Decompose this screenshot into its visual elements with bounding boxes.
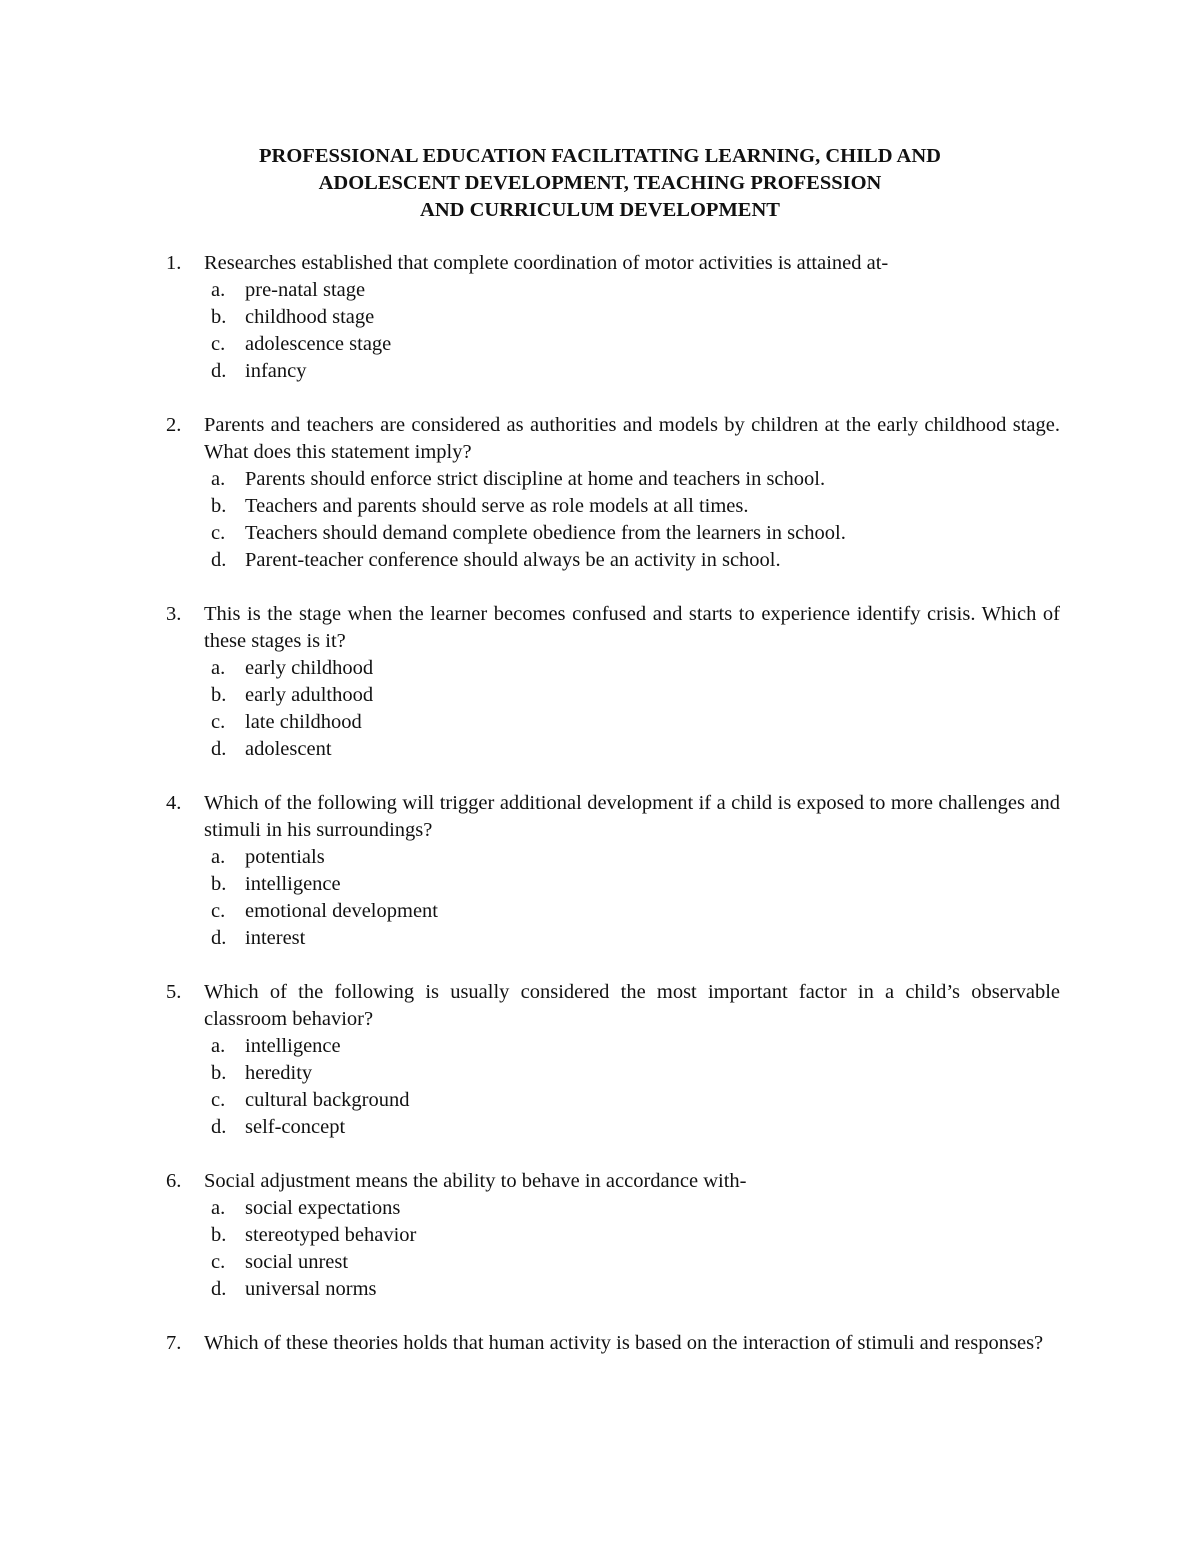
option-text: late childhood <box>245 711 362 733</box>
option-a <box>204 844 1200 871</box>
option-letter: b. <box>211 306 227 328</box>
title-line-1: PROFESSIONAL EDUCATION FACILITATING LEARNING, CHILD AND <box>259 145 941 167</box>
option-text: self-concept <box>245 1116 346 1138</box>
option-text: interest <box>245 927 306 949</box>
question-stem: Which of the following is usually considered the most important factor in a child’s observable classroom behavior? <box>204 981 1060 1030</box>
question-number: 2. <box>166 414 182 436</box>
question-3 <box>0 601 1200 763</box>
option-letter: a. <box>211 846 226 868</box>
option-letter: b. <box>211 495 227 517</box>
option-text: infancy <box>245 360 307 382</box>
question-1 <box>0 250 1200 385</box>
question-stem: This is the stage when the learner becomes confused and starts to experience identify crisis. Which of these stages is it? <box>204 603 1060 652</box>
option-d <box>204 358 1200 385</box>
option-letter: a. <box>211 279 226 301</box>
option-b <box>204 1222 1200 1249</box>
question-stem: Which of these theories holds that human activity is based on the interaction of stimuli and responses? <box>204 1332 1044 1354</box>
question-number: 1. <box>166 252 182 274</box>
option-text: Teachers should demand complete obedience from the learners in school. <box>245 522 846 544</box>
option-text: Teachers and parents should serve as role models at all times. <box>245 495 749 517</box>
option-c <box>204 520 1200 547</box>
option-letter: c. <box>211 522 226 544</box>
option-letter: c. <box>211 711 226 733</box>
option-letter: b. <box>211 684 227 706</box>
question-2 <box>0 412 1200 574</box>
option-text: potentials <box>245 846 325 868</box>
option-c <box>204 1249 1200 1276</box>
option-text: adolescent <box>245 738 332 760</box>
title-line-3: AND CURRICULUM DEVELOPMENT <box>420 199 780 221</box>
question-stem: Researches established that complete coordination of motor activities is attained at- <box>204 252 889 274</box>
option-b <box>204 871 1200 898</box>
question-number: 7. <box>166 1332 182 1354</box>
document-title <box>0 143 1200 224</box>
question-stem: Parents and teachers are considered as authorities and models by children at the early childhood stage. What does this statement imply? <box>204 414 1060 463</box>
option-d <box>204 547 1200 574</box>
option-a <box>204 1033 1200 1060</box>
option-c <box>204 898 1200 925</box>
option-text: pre-natal stage <box>245 279 366 301</box>
option-text: early adulthood <box>245 684 374 706</box>
option-text: adolescence stage <box>245 333 392 355</box>
option-b <box>204 682 1200 709</box>
option-b <box>204 304 1200 331</box>
option-b <box>204 1060 1200 1087</box>
question-stem: Social adjustment means the ability to behave in accordance with- <box>204 1170 747 1192</box>
option-c <box>204 1087 1200 1114</box>
option-text: universal norms <box>245 1278 377 1300</box>
question-7 <box>0 1330 1200 1357</box>
question-number: 5. <box>166 981 182 1003</box>
option-letter: b. <box>211 1224 227 1246</box>
question-number: 3. <box>166 603 182 625</box>
option-letter: c. <box>211 900 226 922</box>
option-c <box>204 709 1200 736</box>
option-letter: d. <box>211 1278 227 1300</box>
question-4 <box>0 790 1200 952</box>
option-letter: a. <box>211 1197 226 1219</box>
option-a <box>204 655 1200 682</box>
question-6 <box>0 1168 1200 1303</box>
option-d <box>204 925 1200 952</box>
option-text: early childhood <box>245 657 374 679</box>
option-letter: c. <box>211 1089 226 1111</box>
option-letter: d. <box>211 360 227 382</box>
option-letter: b. <box>211 873 227 895</box>
option-text: intelligence <box>245 873 341 895</box>
question-list <box>0 250 1200 1384</box>
option-c <box>204 331 1200 358</box>
question-stem: Which of the following will trigger additional development if a child is exposed to more challenges and stimuli in his surroundings? <box>204 792 1060 841</box>
option-text: cultural background <box>245 1089 410 1111</box>
title-line-2: ADOLESCENT DEVELOPMENT, TEACHING PROFESSION <box>318 172 882 194</box>
option-d <box>204 1114 1200 1141</box>
option-text: social expectations <box>245 1197 401 1219</box>
option-d <box>204 1276 1200 1303</box>
option-a <box>204 1195 1200 1222</box>
option-letter: a. <box>211 468 226 490</box>
option-letter: d. <box>211 1116 227 1138</box>
option-text: social unrest <box>245 1251 349 1273</box>
option-text: Parent-teacher conference should always be an activity in school. <box>245 549 781 571</box>
question-number: 6. <box>166 1170 182 1192</box>
option-text: heredity <box>245 1062 313 1084</box>
option-text: emotional development <box>245 900 438 922</box>
option-letter: d. <box>211 927 227 949</box>
option-text: Parents should enforce strict discipline at home and teachers in school. <box>245 468 826 490</box>
option-b <box>204 493 1200 520</box>
option-letter: d. <box>211 738 227 760</box>
option-letter: c. <box>211 1251 226 1273</box>
question-number: 4. <box>166 792 182 814</box>
question-5 <box>0 979 1200 1141</box>
option-letter: c. <box>211 333 226 355</box>
option-letter: b. <box>211 1062 227 1084</box>
option-text: childhood stage <box>245 306 375 328</box>
option-text: stereotyped behavior <box>245 1224 417 1246</box>
option-text: intelligence <box>245 1035 341 1057</box>
option-a <box>204 277 1200 304</box>
option-letter: a. <box>211 657 226 679</box>
option-a <box>204 466 1200 493</box>
option-letter: a. <box>211 1035 226 1057</box>
option-d <box>204 736 1200 763</box>
option-letter: d. <box>211 549 227 571</box>
